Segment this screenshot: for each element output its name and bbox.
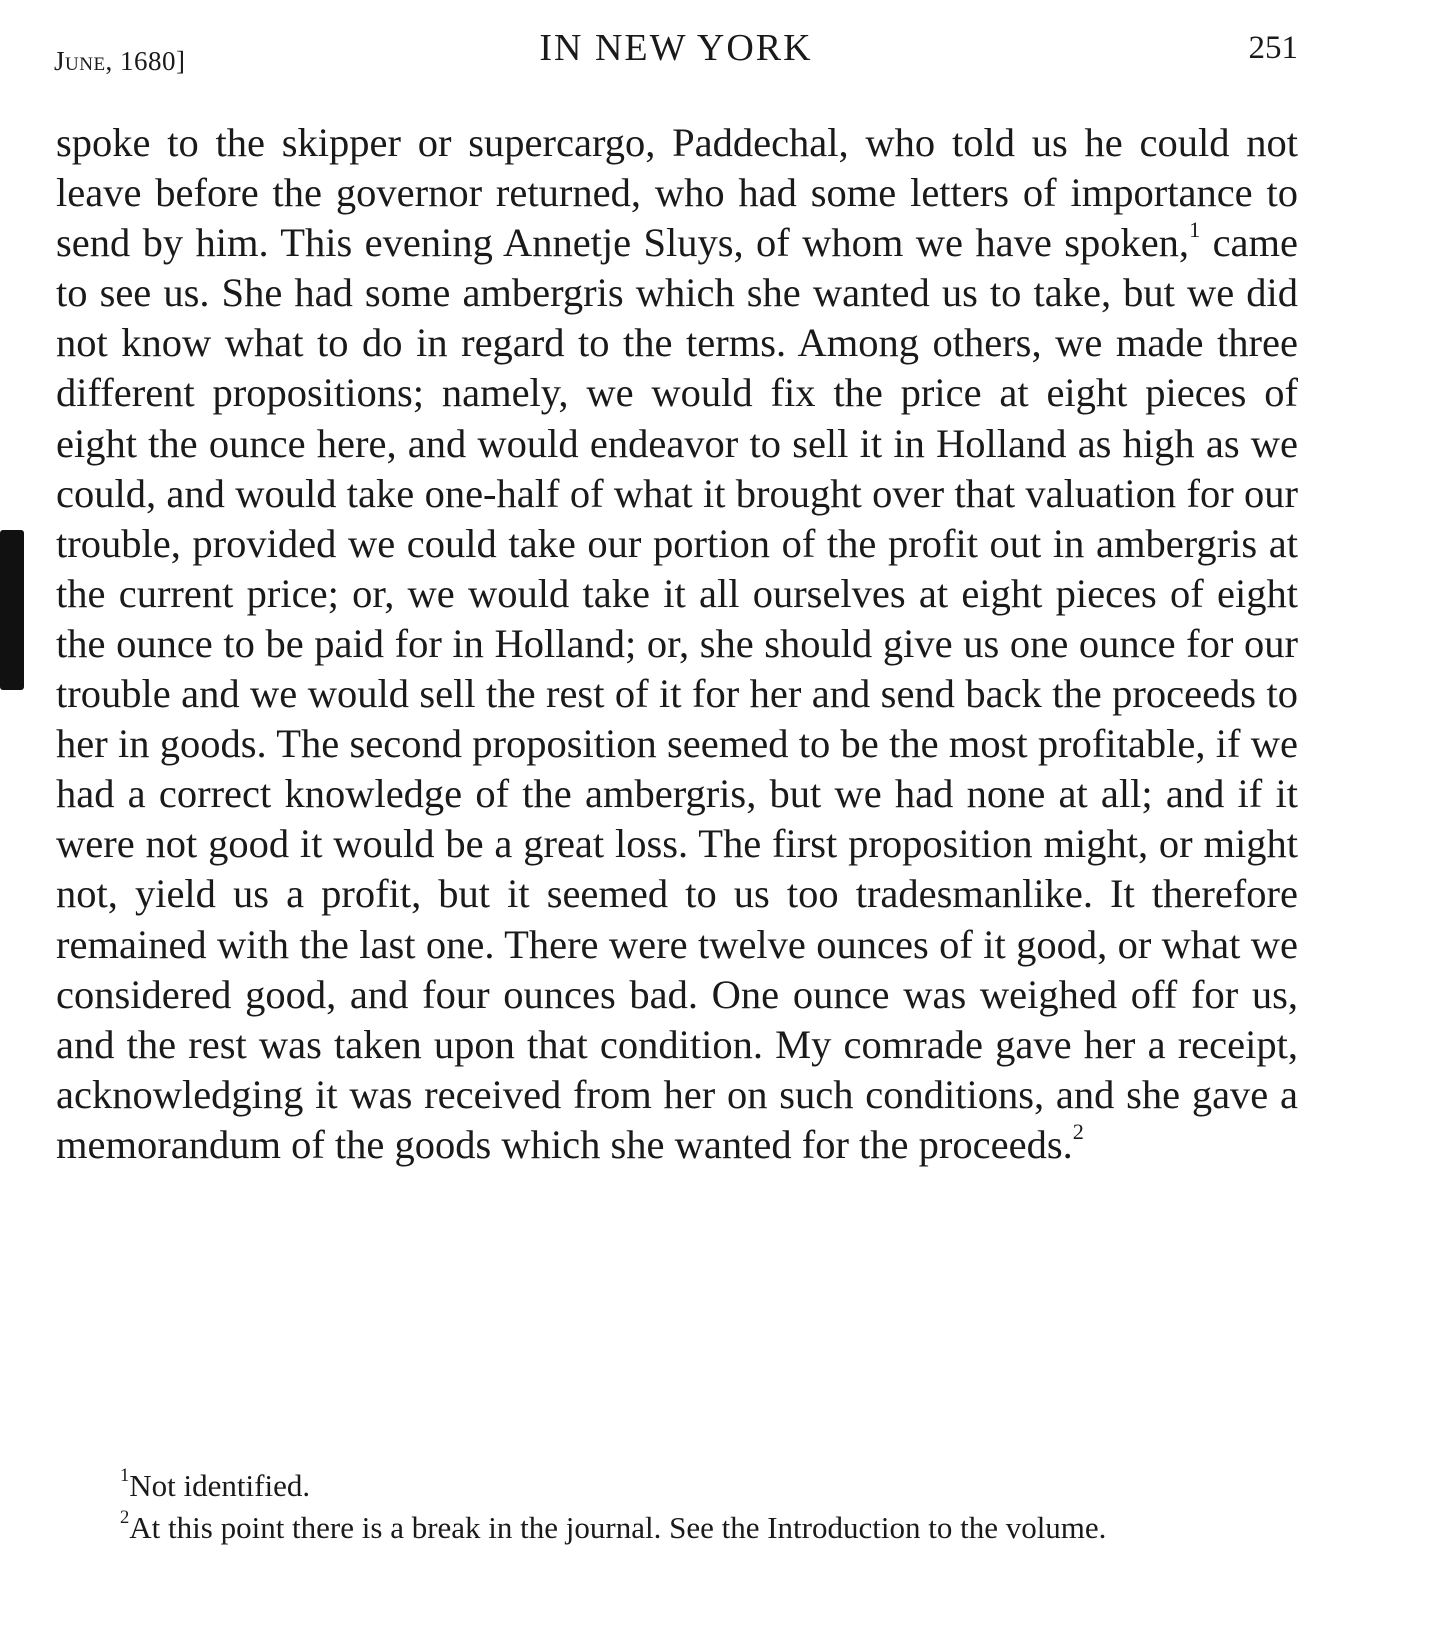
footnote (56, 1507, 1298, 1549)
body-text (56, 118, 1298, 1170)
running-header (54, 24, 1298, 74)
body-text-segment: came to see us. She had some ambergris which she wanted us to take, but we did not know what to do in regard to the terms. Among others, we made three different propositions; namely, we would fix the price at eight pieces of eight the ounce here, and would endeavor to sell it in Holland as high as we could, and would take one-half of what it brought over that valuation for our trouble, provided we could take our portion of the profit out in ambergris at the current price; or, we would take it all ourselves at eight pieces of eight the ounce to be paid for in Holland; or, she should give us one ounce for our trouble and we would sell the rest of it for her and send back the proceeds to her in goods. The second proposition seemed to be the most profitable, if we had a correct knowledge of the ambergris, but we had none at all; and if it were not good it would be a great loss. The first proposition might, or might not, yield us a profit, but it seemed to us too tradesmanlike. It therefore remained with the last one. There were twelve ounces of it good, or what we considered good, and four ounces bad. One ounce was weighed off for us, and the rest was taken upon that condition. My comrade gave her a receipt, acknowledging it was received from her on such conditions, and she gave a memorandum of the goods which she wanted for the proceeds. (56, 220, 1299, 1167)
footnote-text: At this point there is a break in the journal. See the Introduction to the volume. (129, 1510, 1107, 1545)
footnote-reference: 1 (1189, 217, 1201, 243)
footnote-text: Not identified. (129, 1468, 311, 1503)
body-paragraph (56, 118, 1298, 1170)
footnote-reference: 2 (1072, 1118, 1084, 1144)
footnote (56, 1465, 1298, 1507)
body-text-segment: spoke to the skipper or supercargo, Paddechal, who told us he could not leave before the governor returned, who had some letters of importance to send by him. This evening Annetje Sluys, of whom we have spoken, (56, 120, 1298, 266)
running-head-title: IN NEW YORK (539, 27, 813, 69)
footnote-marker: 2 (120, 1507, 130, 1529)
running-head-date: June, 1680] (54, 46, 186, 76)
footnote-marker: 1 (120, 1465, 130, 1487)
footnotes (56, 1465, 1298, 1549)
page-number: 251 (1248, 30, 1298, 66)
scan-edge-mark (0, 530, 24, 690)
